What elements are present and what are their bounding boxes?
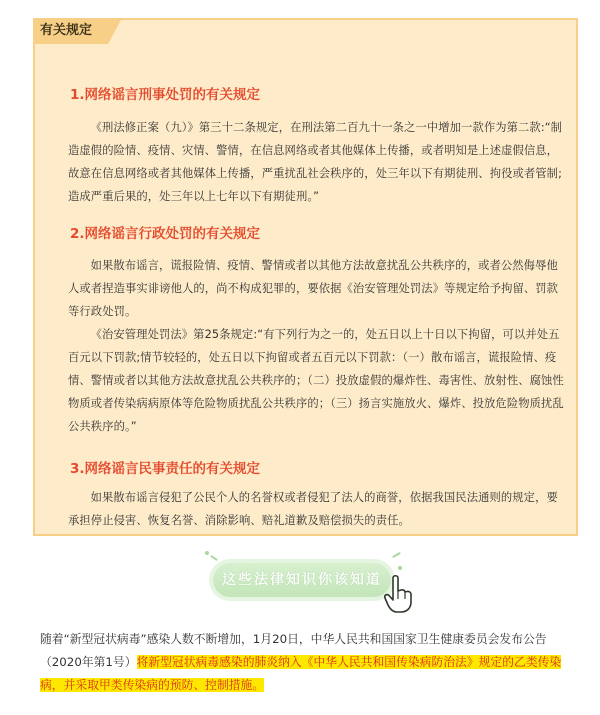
pointing-hand-icon (383, 574, 415, 614)
criminal-penalty-paragraph: 《刑法修正案（九）》第三十二条规定，在刑法第二百九十一条之一中增加一款作为第二款:“制造虚假的险情、疫情、灾情、警情，在信息网络或者其他媒体上传播，或者明知是上述虚假信息，故意在信息网络或者其他媒体上传播，严重扰乱社会秩序的，处三年以下有期徒刑、拘役或者管制;造成严重后果的，处三年以上七年以下有期徒刑。” (68, 121, 563, 203)
knowledge-banner (213, 563, 391, 597)
administrative-penalty-heading: 2.网络谣言行政处罚的有关规定 (70, 226, 261, 242)
notice-highlighted-text: 将新型冠状病毒感染的肺炎纳入《中华人民共和国传染病防治法》规定的乙类传染病，并采取甲类传染病的预防、控制措施。 (40, 655, 562, 692)
notice-paragraph (40, 628, 584, 697)
civil-liability-paragraph: 如果散布谣言侵犯了公民个人的名誉权或者侵犯了法人的商誉，依据我国民法通则的规定，要承担停止侵害、恢复名誉、消除影响、赔礼道歉及赔偿损失的责任。 (68, 491, 558, 527)
administrative-penalty-paragraph-2: 《治安管理处罚法》第25条规定:“有下列行为之一的，处五日以上十日以下拘留，可以并处五百元以下罚款;情节较轻的，处五日以下拘留或者五百元以下罚款：（一）散布谣言，谎报险情、疫情、警情或者以其他方法故意扰乱公共秩序的；（二）投放虚假的爆炸性、毒害性、放射性、腐蚀性物质或者传染病病原体等危险物质扰乱公共秩序的；（三）扬言实施放火、爆炸、投放危险物质扰乱公共秩序的。” (68, 328, 564, 433)
criminal-penalty-heading: 1.网络谣言刑事处罚的有关规定 (70, 87, 261, 103)
decor-stroke (210, 555, 218, 561)
administrative-penalty-paragraph-1: 如果散布谣言，谎报险情、疫情、警情或者以其他方法故意扰乱公共秩序的，或者公然侮辱他人或者捏造事实诽谤他人的，尚不构成犯罪的，要依据《治安管理处罚法》等规定给予拘留、罚款等行政处罚。 (68, 259, 559, 318)
notice-text: 随着“新型冠状病毒”感染人数不断增加，1月20日，中华人民共和国国家卫生健康委员会发布公告（2020年第1号） (40, 632, 547, 669)
section-tab-label: 有关规定 (40, 23, 93, 38)
section-tab-notch (108, 18, 122, 44)
decor-dot (205, 551, 209, 555)
knowledge-banner-label: 这些法律知识你该知道 (222, 572, 382, 588)
section-tab (33, 18, 108, 44)
decor-dot (398, 566, 402, 570)
decor-stroke (392, 552, 401, 558)
civil-liability-heading: 3.网络谣言民事责任的有关规定 (70, 461, 261, 477)
